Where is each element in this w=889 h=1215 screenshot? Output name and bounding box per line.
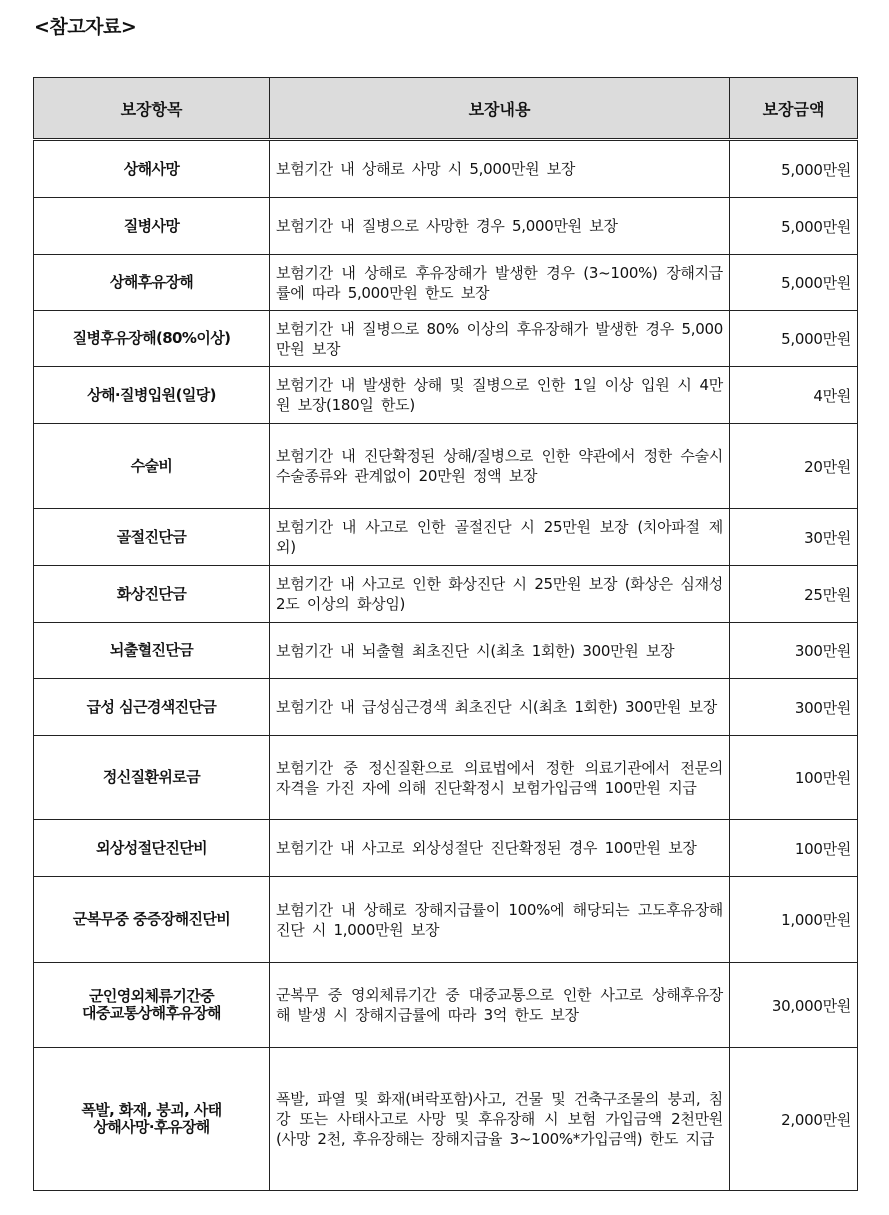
coverage-amount: 100만원: [730, 736, 858, 820]
table-row: [34, 367, 858, 424]
coverage-content: 보험기간 내 질병으로 80% 이상의 후유장해가 발생한 경우 5,000만원 보장: [270, 311, 730, 367]
coverage-content: 폭발, 파열 및 화재(벼락포함)사고, 건물 및 건축구조물의 붕괴, 침강 또는 사태사고로 사망 및 후유장해 시 보험 가입금액 2천만원(사망 2천, 후유장해는 장해지급율 3~100%*가입금액) 한도 지급: [270, 1048, 730, 1191]
coverage-amount: 1,000만원: [730, 877, 858, 963]
table-row: [34, 877, 858, 963]
coverage-item: 질병후유장해(80%이상): [34, 311, 270, 367]
coverage-item: 뇌출혈진단금: [34, 623, 270, 679]
table-header-row: [34, 78, 858, 140]
coverage-amount: 300만원: [730, 679, 858, 736]
coverage-item: 질병사망: [34, 198, 270, 255]
table-row: [34, 255, 858, 311]
coverage-content: 보험기간 내 사고로 외상성절단 진단확정된 경우 100만원 보장: [270, 820, 730, 877]
coverage-item: 상해후유장해: [34, 255, 270, 311]
coverage-content: 군복무 중 영외체류기간 중 대중교통으로 인한 사고로 상해후유장해 발생 시 장해지급률에 따라 3억 한도 보장: [270, 963, 730, 1048]
table-row: [34, 140, 858, 198]
coverage-content: 보험기간 내 상해로 장해지급률이 100%에 해당되는 고도후유장해 진단 시 1,000만원 보장: [270, 877, 730, 963]
table-row: [34, 820, 858, 877]
table-row: [34, 963, 858, 1048]
coverage-amount: 5,000만원: [730, 140, 858, 198]
coverage-amount: 25만원: [730, 566, 858, 623]
coverage-item: 폭발, 화재, 붕괴, 사태 상해사망·후유장해: [34, 1048, 270, 1191]
coverage-amount: 30만원: [730, 509, 858, 566]
header-amount: 보장금액: [730, 78, 858, 140]
table-row: [34, 566, 858, 623]
coverage-amount: 4만원: [730, 367, 858, 424]
coverage-amount: 2,000만원: [730, 1048, 858, 1191]
table-row: [34, 623, 858, 679]
coverage-amount: 100만원: [730, 820, 858, 877]
coverage-content: 보험기간 내 발생한 상해 및 질병으로 인한 1일 이상 입원 시 4만원 보장(180일 한도): [270, 367, 730, 424]
coverage-content: 보험기간 내 진단확정된 상해/질병으로 인한 약관에서 정한 수술시 수술종류와 관계없이 20만원 정액 보장: [270, 424, 730, 509]
table-row: [34, 509, 858, 566]
table-row: [34, 424, 858, 509]
page-title: <참고자료>: [34, 16, 137, 38]
coverage-item: 정신질환위로금: [34, 736, 270, 820]
coverage-amount: 300만원: [730, 623, 858, 679]
coverage-content: 보험기간 내 급성심근경색 최초진단 시(최초 1회한) 300만원 보장: [270, 679, 730, 736]
coverage-item: 급성 심근경색진단금: [34, 679, 270, 736]
header-content: 보장내용: [270, 78, 730, 140]
coverage-amount: 5,000만원: [730, 255, 858, 311]
coverage-amount: 5,000만원: [730, 198, 858, 255]
coverage-content: 보험기간 내 질병으로 사망한 경우 5,000만원 보장: [270, 198, 730, 255]
table-row: [34, 311, 858, 367]
header-item: 보장항목: [34, 78, 270, 140]
coverage-item: 군인영외체류기간중 대중교통상해후유장해: [34, 963, 270, 1048]
coverage-amount: 30,000만원: [730, 963, 858, 1048]
coverage-amount: 20만원: [730, 424, 858, 509]
coverage-item: 군복무중 중증장해진단비: [34, 877, 270, 963]
coverage-item: 외상성절단진단비: [34, 820, 270, 877]
coverage-item: 상해·질병입원(일당): [34, 367, 270, 424]
coverage-item: 상해사망: [34, 140, 270, 198]
table-row: [34, 198, 858, 255]
table-row: [34, 679, 858, 736]
coverage-content: 보험기간 내 뇌출혈 최초진단 시(최초 1회한) 300만원 보장: [270, 623, 730, 679]
coverage-content: 보험기간 내 사고로 인한 골절진단 시 25만원 보장 (치아파절 제외): [270, 509, 730, 566]
table-row: [34, 736, 858, 820]
coverage-item: 화상진단금: [34, 566, 270, 623]
coverage-item: 골절진단금: [34, 509, 270, 566]
coverage-table: [33, 77, 858, 1191]
coverage-content: 보험기간 내 상해로 사망 시 5,000만원 보장: [270, 140, 730, 198]
coverage-content: 보험기간 내 사고로 인한 화상진단 시 25만원 보장 (화상은 심재성 2도 이상의 화상임): [270, 566, 730, 623]
coverage-amount: 5,000만원: [730, 311, 858, 367]
coverage-item: 수술비: [34, 424, 270, 509]
coverage-content: 보험기간 중 정신질환으로 의료법에서 정한 의료기관에서 전문의 자격을 가진 자에 의해 진단확정시 보험가입금액 100만원 지급: [270, 736, 730, 820]
coverage-content: 보험기간 내 상해로 후유장해가 발생한 경우 (3~100%) 장해지급률에 따라 5,000만원 한도 보장: [270, 255, 730, 311]
table-row: [34, 1048, 858, 1191]
